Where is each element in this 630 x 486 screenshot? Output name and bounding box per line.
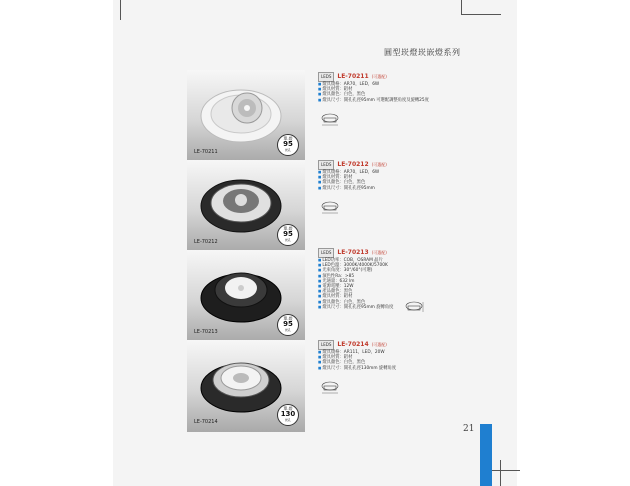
model-tag: LE-70212 [194,239,218,245]
spec-row: ■ 燈具顏色：白色，黑色 [318,180,387,185]
model-tag: LE-70213 [194,329,218,335]
dimension-diagram [320,200,344,216]
spec-row: ■ 電源電壓：12W [318,284,393,289]
spec-row: ■ 燈具材質：鋁材 [318,355,396,360]
product-spec-block [318,160,387,191]
spec-row: ■ 產品顏色：黑色 [318,289,393,294]
model-tag: LE-70211 [194,149,218,155]
product-spec-block [318,248,393,310]
spec-row: ■ 燈具顏色：白色，黑色 [318,360,396,365]
spec-row: ■ 燈具材質：鋁材 [318,294,393,299]
spec-row: ■ 燈具尺寸：開孔孔徑95mm [318,186,387,191]
spec-row: ■ 光通量：632 lm [318,279,393,284]
product-image-card [187,70,305,162]
cutout-size-badge: 單.燈 95 崁孔 [277,314,299,336]
product-spec-block [318,72,429,103]
spec-row: ■ 燈具顏色：白色，黑色 [318,92,429,97]
crop-mark-top-right-h [461,14,501,15]
spec-row: ■ 燈具顏色：白色，黑色 [318,300,393,305]
catalog-page [113,0,517,486]
cutout-size-badge: 單.燈 95 崁孔 [277,134,299,156]
dimension-diagram [404,300,428,316]
cutout-size-badge: 單.燈 130 崁孔 [277,404,299,426]
option-note: (可選配) [371,342,387,347]
page-accent-bar [480,424,492,486]
downlight-ar111-image [199,350,283,416]
spec-row: ■ 燈具尺寸：開孔孔徑95mm 可選配調整角度及旋轉25度 [318,98,429,103]
product-image-card [187,160,305,252]
brand-tag: LEDS [318,72,334,82]
product-spec-block [318,340,396,371]
brand-tag: LEDS [318,248,334,258]
model-number: LE-70214 [337,341,369,348]
model-tag: LE-70214 [194,419,218,425]
option-note: (可選配) [371,250,387,255]
downlight-white-image [199,80,283,146]
spec-row: ■ 燈具規格：AR70，LED，6W [318,82,429,87]
spec-row: ■ 演色性Ra：>85 [318,274,393,279]
dimension-diagram [320,380,344,396]
spec-row: ■ 燈具材質：鋁材 [318,87,429,92]
product-image-card [187,250,305,342]
page-number: 21 [463,424,475,434]
brand-tag: LEDS [318,160,334,170]
crop-mark-bottom-right-v [500,460,501,486]
dimension-diagram [320,112,344,128]
spec-row: ■ 光束角度：30°/60°(可選) [318,268,393,273]
model-number: LE-70212 [337,161,369,168]
spec-row: ■ 燈具規格：AR111，LED，20W [318,350,396,355]
crop-mark-bottom-right-h [492,470,520,471]
crop-mark-top-right-v [461,0,462,14]
spec-row: ■ LED色溫：3000K/4000K/5700K [318,263,393,268]
product-image-card [187,340,305,432]
downlight-black-cob-image [199,260,283,326]
option-note: (可選配) [371,162,387,167]
model-number: LE-70211 [337,73,369,80]
brand-tag: LEDS [318,340,334,350]
model-number: LE-70213 [337,249,369,256]
downlight-black-image [199,170,283,236]
option-note: (可選配) [371,74,387,79]
crop-mark-top-left-v [120,0,121,20]
spec-row: ■ 燈具尺寸：開孔孔徑95mm 旋轉角度 [318,305,393,310]
cutout-size-badge: 單.燈 95 崁孔 [277,224,299,246]
spec-row: ■ LED功率：COB，OSRAM 晶片 [318,258,393,263]
series-title: 圓型崁燈崁嵌燈系列 [384,48,461,57]
spec-row: ■ 燈具規格：AR70，LED，6W [318,170,387,175]
spec-row: ■ 燈具材質：鋁材 [318,175,387,180]
spec-row: ■ 燈具尺寸：開孔孔徑130mm 旋轉角度 [318,366,396,371]
